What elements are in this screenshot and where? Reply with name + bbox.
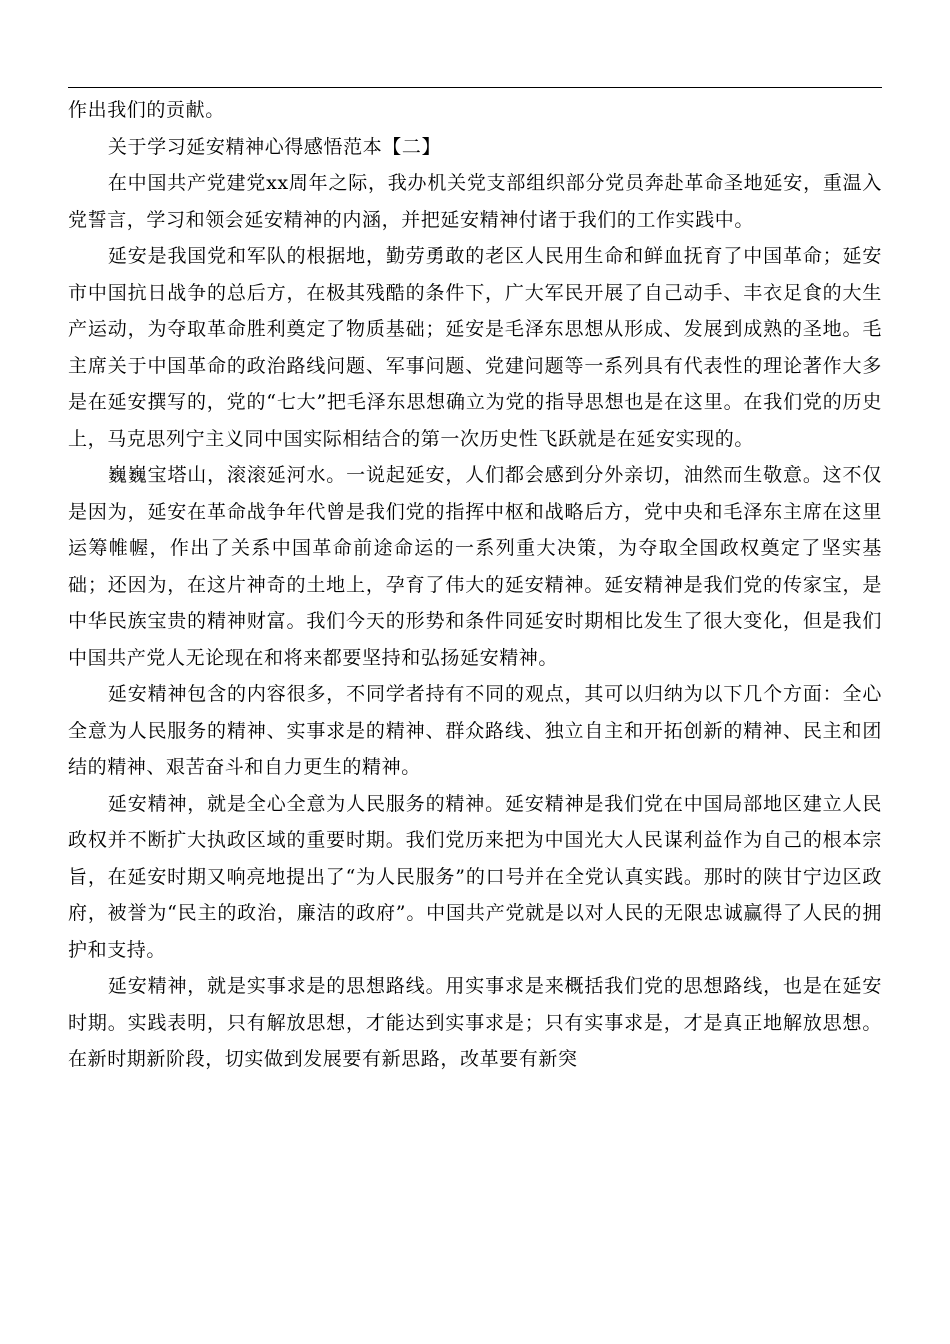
header-rule xyxy=(68,87,882,88)
paragraph: 延安是我国党和军队的根据地，勤劳勇敢的老区人民用生命和鲜血抚育了中国革命；延安市中国抗日战争的总后方，在极其残酷的条件下，广大军民开展了自己动手、丰衣足食的大生产运动，为夺取革命胜利奠定了物质基础；延安是毛泽东思想从形成、发展到成熟的圣地。毛主席关于中国革命的政治路线问题、军事问题、党建问题等一系列具有代表性的理论著作大多是在延安撰写的，党的“七大”把毛泽东思想确立为党的指导思想也是在这里。在我们党的历史上，马克思列宁主义同中国实际相结合的第一次历史性飞跃就是在延安实现的。 xyxy=(68,245,882,450)
section-heading: 关于学习延安精神心得感悟范本【二】 xyxy=(107,135,442,158)
paragraph: 延安精神，就是全心全意为人民服务的精神。延安精神是我们党在中国局部地区建立人民政权并不断扩大执政区域的重要时期。我们党历来把为中国光大人民谋利益作为自己的根本宗旨，在延安时期又响亮地提出了“为人民服务”的口号并在全党认真实践。那时的陕甘宁边区政府，被誉为“民主的政治，廉洁的政府”。中国共产党就是以对人民的无限忠诚赢得了人民的拥护和支持。 xyxy=(68,792,882,961)
paragraph: 延安精神，就是实事求是的思想路线。用实事求是来概括我们党的思想路线，也是在延安时期。实践表明，只有解放思想，才能达到实事求是；只有实事求是，才是真正地解放思想。在新时期新阶段，切实做到发展要有新思路，改革要有新突 xyxy=(68,975,882,1070)
paragraph: 巍巍宝塔山，滚滚延河水。一说起延安，人们都会感到分外亲切，油然而生敬意。这不仅是因为，延安在革命战争年代曾是我们党的指挥中枢和战略后方，党中央和毛泽东主席在这里运筹帷幄，作出了关系中国革命前途命运的一系列重大决策，为夺取全国政权奠定了坚实基础；还因为，在这片神奇的土地上，孕育了伟大的延安精神。延安精神是我们党的传家宝，是中华民族宝贵的精神财富。我们今天的形势和条件同延安时期相比发生了很大变化，但是我们中国共产党人无论现在和将来都要坚持和弘扬延安精神。 xyxy=(68,464,882,669)
paragraph: 延安精神包含的内容很多，不同学者持有不同的观点，其可以归纳为以下几个方面：全心全意为人民服务的精神、实事求是的精神、群众路线、独立自主和开拓创新的精神、民主和团结的精神、艰苦奋斗和自力更生的精神。 xyxy=(68,683,882,778)
paragraph-continuation: 作出我们的贡献。 xyxy=(68,99,225,121)
document-body xyxy=(68,92,882,1078)
paragraph: 在中国共产党建党xx周年之际，我办机关党支部组织部分党员奔赴革命圣地延安，重温入党誓言，学习和领会延安精神的内涵，并把延安精神付诸于我们的工作实践中。 xyxy=(68,172,882,231)
